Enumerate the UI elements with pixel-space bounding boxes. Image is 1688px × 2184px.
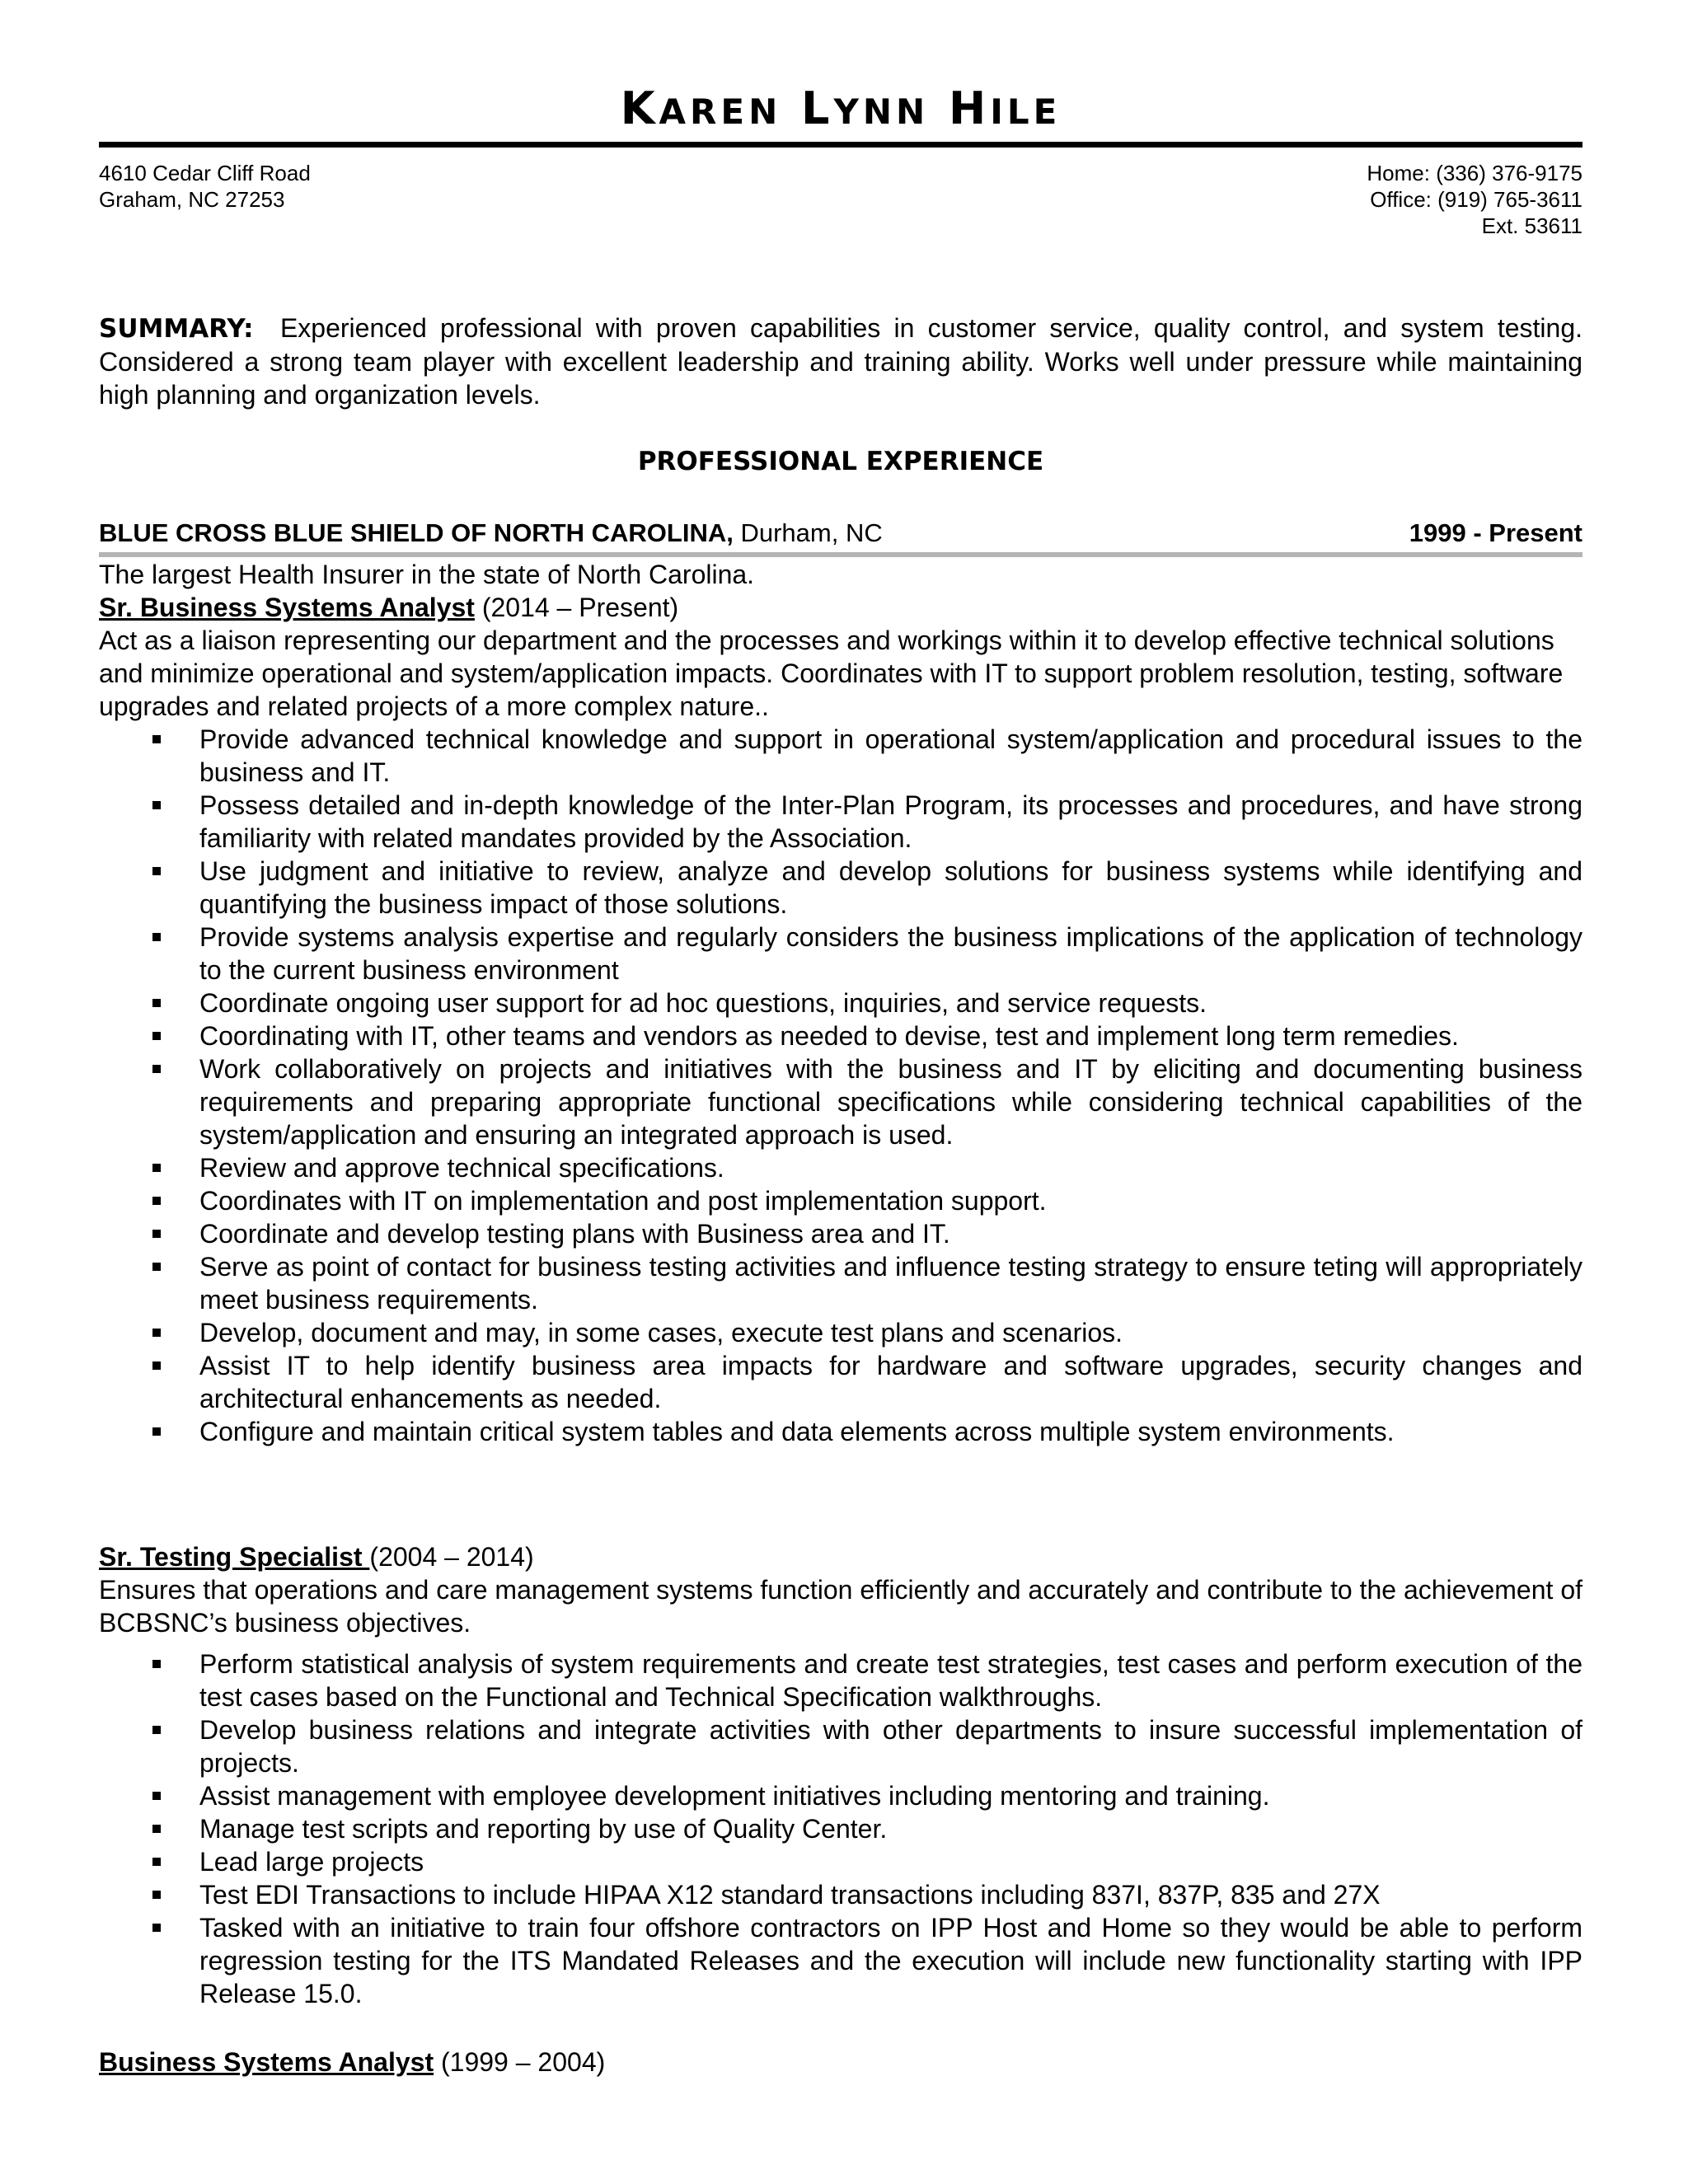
role-sr-testing-specialist xyxy=(99,1540,1582,2010)
role-sr-business-systems-analyst xyxy=(99,558,1582,1448)
header-divider xyxy=(99,142,1582,148)
candidate-name xyxy=(99,82,1582,134)
square-bullet-icon xyxy=(152,1164,161,1172)
square-bullet-icon xyxy=(152,1825,161,1833)
bullet-item: Possess detailed and in-depth knowledge of the Inter-Plan Program, its processes and procedures, and have strong familiarity with related mandates provided by the Association. xyxy=(99,789,1582,855)
square-bullet-icon xyxy=(152,801,161,809)
bullet-item: Provide advanced technical knowledge and support in operational system/application and procedural issues to the business and IT. xyxy=(99,723,1582,789)
role-heading xyxy=(99,1540,1582,1573)
bullet-item: Use judgment and initiative to review, analyze and develop solutions for business systems while identifying and quantifying the business impact of those solutions. xyxy=(99,855,1582,921)
square-bullet-icon xyxy=(152,1427,161,1436)
square-bullet-icon xyxy=(152,1329,161,1337)
address-line-2: Graham, NC 27253 xyxy=(99,187,285,212)
bullet-item: Serve as point of contact for business testing activities and influence testing strategy to ensure teting will appropriately meet business requirements. xyxy=(99,1250,1582,1316)
role-heading xyxy=(99,2046,1582,2079)
name-last: HILE xyxy=(949,82,1062,134)
square-bullet-icon xyxy=(152,1263,161,1271)
summary-text: Experienced professional with proven capabilities in customer service, quality control, and system testing. Considered a strong team player with excellent leadership and training ability. Works well under pressure while maintaining high planning and organization levels. xyxy=(99,313,1583,410)
role-title: Sr. Business Systems Analyst xyxy=(99,593,475,622)
experience-heading: PROFESSIONAL EXPERIENCE xyxy=(637,447,1044,476)
bullet-item: Assist IT to help identify business area impacts for hardware and software upgrades, security changes and architectural enhancements as needed. xyxy=(99,1349,1582,1415)
summary-label: SUMMARY: xyxy=(99,314,254,344)
bullet-item: Develop, document and may, in some cases, execute test plans and scenarios. xyxy=(99,1316,1582,1349)
name-first: KAREN xyxy=(620,82,782,134)
square-bullet-icon xyxy=(152,933,161,941)
bullet-item: Assist management with employee development initiatives including mentoring and training. xyxy=(99,1779,1582,1812)
phone-block xyxy=(1367,160,1582,239)
square-bullet-icon xyxy=(152,1361,161,1370)
role-bullet-list xyxy=(99,723,1582,1448)
square-bullet-icon xyxy=(152,999,161,1007)
office-phone: Office: (919) 765-3611 xyxy=(1370,187,1582,212)
bullet-item: Lead large projects xyxy=(99,1845,1582,1878)
office-extension: Ext. 53611 xyxy=(1481,213,1582,238)
square-bullet-icon xyxy=(152,1065,161,1073)
address-block xyxy=(99,160,311,213)
square-bullet-icon xyxy=(152,1924,161,1932)
address-line-1: 4610 Cedar Cliff Road xyxy=(99,161,311,185)
bullet-item: Coordinating with IT, other teams and vendors as needed to devise, test and implement long term remedies. xyxy=(99,1019,1582,1052)
square-bullet-icon xyxy=(152,867,161,875)
bullet-item: Tasked with an initiative to train four offshore contractors on IPP Host and Home so they would be able to perform regression testing for the ITS Mandated Releases and the execution will include new functionality starting with IPP Release 15.0. xyxy=(99,1911,1582,2010)
bullet-item: Manage test scripts and reporting by use of Quality Center. xyxy=(99,1812,1582,1845)
bullet-item: Test EDI Transactions to include HIPAA X12 standard transactions including 837I, 837P, 835 and 27X xyxy=(99,1878,1582,1911)
name-middle: LYNN xyxy=(801,82,930,134)
bullet-item: Coordinate ongoing user support for ad hoc questions, inquiries, and service requests. xyxy=(99,987,1582,1019)
employer-description: The largest Health Insurer in the state of North Carolina. xyxy=(99,560,755,589)
square-bullet-icon xyxy=(152,1660,161,1668)
square-bullet-icon xyxy=(152,1197,161,1205)
employer-line xyxy=(99,517,1582,550)
role-dates: (2014 – Present) xyxy=(474,593,679,622)
bullet-item: Configure and maintain critical system tables and data elements across multiple system environments. xyxy=(99,1415,1582,1448)
summary-section xyxy=(99,312,1582,411)
role-title: Business Systems Analyst xyxy=(99,2047,434,2077)
square-bullet-icon xyxy=(152,1891,161,1899)
bullet-item: Review and approve technical specifications. xyxy=(99,1151,1582,1184)
square-bullet-icon xyxy=(152,1230,161,1238)
square-bullet-icon xyxy=(152,1032,161,1040)
bullet-item: Coordinates with IT on implementation and post implementation support. xyxy=(99,1184,1582,1217)
bullet-item: Provide systems analysis expertise and regularly considers the business implications of the application of technology to the current business environment xyxy=(99,921,1582,987)
employer-location: Durham, NC xyxy=(733,518,883,547)
bullet-item: Coordinate and develop testing plans with Business area and IT. xyxy=(99,1217,1582,1250)
square-bullet-icon xyxy=(152,1726,161,1734)
square-bullet-icon xyxy=(152,735,161,743)
employer-dates: 1999 - Present xyxy=(1409,518,1582,547)
employer-divider xyxy=(99,552,1582,557)
role-dates: (1999 – 2004) xyxy=(434,2047,606,2077)
role-heading xyxy=(99,591,1582,624)
bullet-item: Work collaboratively on projects and initiatives with the business and IT by eliciting and documenting business requirements and preparing appropriate functional specifications while considering technical capabilities of the system/application and ensuring an integrated approach is used. xyxy=(99,1052,1582,1151)
square-bullet-icon xyxy=(152,1792,161,1800)
role-title: Sr. Testing Specialist xyxy=(99,1542,370,1572)
role-business-systems-analyst xyxy=(99,2046,1582,2079)
bullet-item: Develop business relations and integrate activities with other departments to insure successful implementation of projects. xyxy=(99,1713,1582,1779)
employer-name: BLUE CROSS BLUE SHIELD OF NORTH CAROLINA, xyxy=(99,518,734,547)
bullet-item: Perform statistical analysis of system requirements and create test strategies, test cases and perform execution of the test cases based on the Functional and Technical Specification walkthroughs. xyxy=(99,1647,1582,1713)
home-phone: Home: (336) 376-9175 xyxy=(1367,161,1582,185)
role-dates: (2004 – 2014) xyxy=(369,1542,534,1572)
square-bullet-icon xyxy=(152,1858,161,1866)
role-description: Ensures that operations and care management systems function efficiently and accurately and contribute to the achievement of BCBSNC’s business objectives. xyxy=(99,1575,1582,1638)
role-bullet-list xyxy=(99,1647,1582,2010)
role-description: Act as a liaison representing our department and the processes and workings within it to develop effective technical solutions and minimize operational and system/application impacts. Coordinates with IT to support problem resolution, testing, software upgrades and related projects of a more complex nature.. xyxy=(99,626,1564,721)
